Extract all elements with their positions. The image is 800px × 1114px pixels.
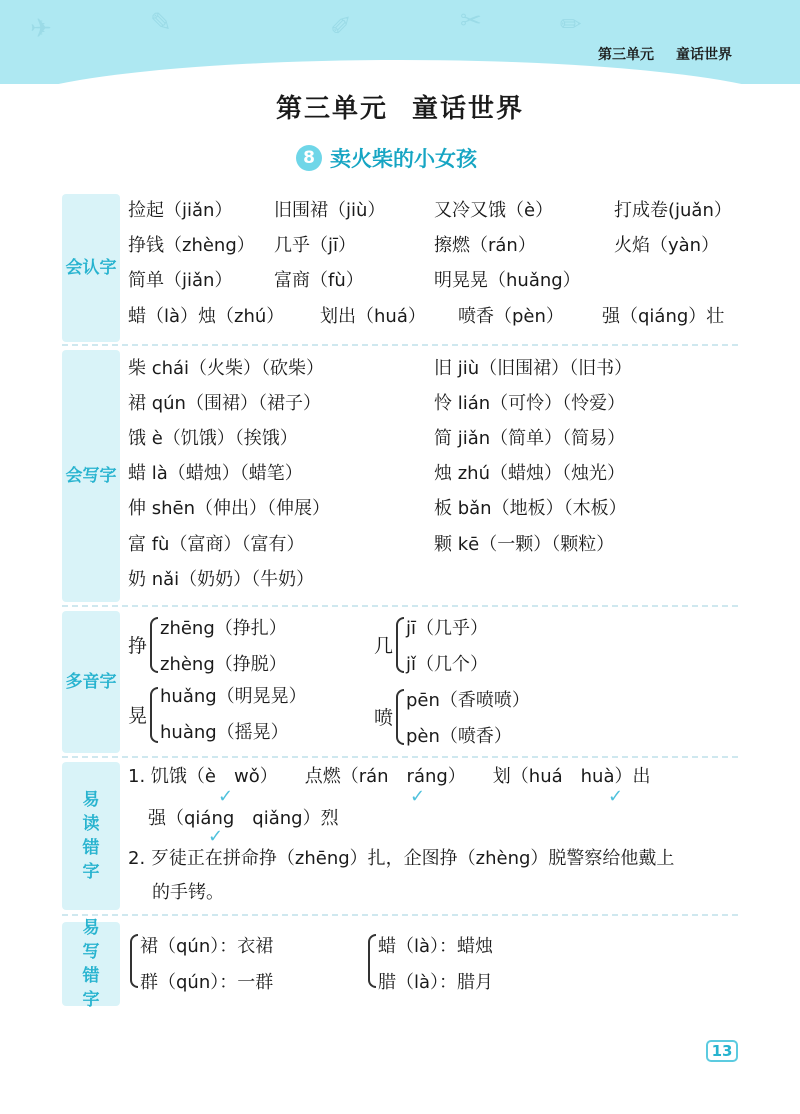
table-row bbox=[128, 459, 738, 489]
checkmark-icon: ✓ bbox=[410, 786, 426, 807]
polyphone-reading: pèn（喷香） bbox=[406, 726, 512, 747]
section-body bbox=[128, 611, 738, 753]
word-item: 强（qiáng）壮 bbox=[602, 306, 725, 327]
brace-icon bbox=[396, 617, 404, 673]
polyphone-char: 喷 bbox=[374, 707, 394, 729]
word-item: 又冷又饿（è） bbox=[434, 200, 554, 221]
word-item: 简单（jiǎn） bbox=[128, 270, 233, 291]
brace-icon bbox=[368, 934, 376, 988]
page-title-unit: 第三单元 bbox=[275, 94, 388, 124]
table-row bbox=[128, 530, 738, 560]
section-body bbox=[128, 194, 738, 342]
misread-item: 1. 饥饿（è wǒ） 点燃（rán ráng） 划（huá huà）出 bbox=[128, 766, 651, 787]
word-item: 旧 jiù（旧围裙）（旧书） bbox=[434, 358, 633, 379]
misread-item: 2. 歹徒正在拼命挣（zhēng）扎，企图挣（zhèng）脱警察给他戴上 bbox=[128, 848, 675, 869]
word-item: 怜 lián（可怜）（怜爱） bbox=[434, 393, 626, 414]
pencil-icon: ✎ bbox=[150, 8, 172, 38]
ruler-icon: ✏ bbox=[560, 10, 582, 40]
brace-icon bbox=[396, 689, 404, 745]
word-item: 简 jiǎn（简单）（简易） bbox=[434, 428, 626, 449]
word-item: 喷香（pèn） bbox=[458, 306, 564, 327]
running-head-unit: 第三单元 bbox=[598, 47, 654, 63]
word-item: 奶 nǎi（奶奶）（牛奶） bbox=[128, 569, 315, 590]
polyphone-reading: huǎng（明晃晃） bbox=[160, 686, 307, 707]
brace-icon bbox=[150, 687, 158, 743]
miswrite-group bbox=[128, 922, 358, 1002]
polyphone-reading: pēn（香喷喷） bbox=[406, 690, 530, 711]
book-icon: ✐ bbox=[330, 12, 352, 42]
word-item: 颗 kē（一颗）（颗粒） bbox=[434, 534, 615, 555]
table-row bbox=[128, 354, 738, 384]
word-item: 明晃晃（huǎng） bbox=[434, 270, 581, 291]
polyphone-group bbox=[374, 683, 614, 751]
polyphone-char: 挣 bbox=[128, 635, 148, 657]
section-label: 会认字 bbox=[62, 194, 120, 342]
checkmark-icon: ✓ bbox=[208, 826, 224, 847]
section-polyphone bbox=[62, 611, 738, 753]
word-item: 蜡（là）烛（zhú） bbox=[128, 306, 285, 327]
polyphone-reading: zhēng（挣扎） bbox=[160, 618, 287, 639]
section-label: 易读 错字 bbox=[62, 762, 120, 910]
divider bbox=[62, 756, 738, 758]
polyphone-reading: huàng（摇晃） bbox=[160, 722, 289, 743]
polyphone-group bbox=[374, 611, 614, 679]
checkmark-icon: ✓ bbox=[608, 786, 624, 807]
word-item: 富 fù（富商）（富有） bbox=[128, 534, 305, 555]
miswrite-item: 蜡（là）：蜡烛 bbox=[378, 936, 494, 957]
divider bbox=[62, 605, 738, 607]
table-row bbox=[128, 424, 738, 454]
word-item: 蜡 là（蜡烛）（蜡笔） bbox=[128, 463, 303, 484]
word-item: 富商（fù） bbox=[274, 270, 364, 291]
polyphone-reading: jǐ（几个） bbox=[406, 654, 489, 675]
page-title bbox=[0, 88, 800, 125]
miswrite-item: 腊（là）：腊月 bbox=[378, 972, 494, 993]
word-item: 旧围裙（jiù） bbox=[274, 200, 386, 221]
section-body bbox=[128, 762, 738, 910]
polyphone-reading: zhèng（挣脱） bbox=[160, 654, 287, 675]
divider bbox=[62, 344, 738, 346]
misread-item: 的手铐。 bbox=[152, 882, 224, 903]
word-item: 柴 chái（火柴）（砍柴） bbox=[128, 358, 325, 379]
table-row bbox=[128, 196, 738, 226]
miswrite-item: 裙（qún）：衣裙 bbox=[140, 936, 274, 957]
polyphone-char: 几 bbox=[374, 635, 394, 657]
word-item: 挣钱（zhèng） bbox=[128, 235, 255, 256]
word-item: 板 bǎn（地板）（木板） bbox=[434, 498, 627, 519]
section-miswrite bbox=[62, 918, 738, 1010]
section-misread bbox=[62, 762, 738, 910]
table-row bbox=[128, 389, 738, 419]
paper-plane-icon: ✈ bbox=[30, 14, 52, 44]
table-row bbox=[128, 494, 738, 524]
brace-icon bbox=[130, 934, 138, 988]
lesson-title: 卖火柴的小女孩 bbox=[330, 147, 477, 171]
polyphone-reading: jī（几乎） bbox=[406, 618, 489, 639]
word-item: 伸 shēn（伸出）（伸展） bbox=[128, 498, 330, 519]
table-row bbox=[128, 302, 738, 332]
polyphone-group bbox=[128, 611, 368, 679]
word-item: 擦燃（rán） bbox=[434, 235, 536, 256]
scissors-icon: ✂ bbox=[460, 6, 482, 36]
running-head-theme: 童话世界 bbox=[676, 47, 732, 63]
word-item: 打成卷(juǎn） bbox=[614, 200, 732, 221]
misread-item: 强（qiáng qiǎng）烈 bbox=[148, 808, 339, 829]
section-label: 易写 错字 bbox=[62, 922, 120, 1006]
table-row bbox=[128, 231, 738, 261]
word-item: 裙 qún（围裙）（裙子） bbox=[128, 393, 321, 414]
table-row bbox=[128, 266, 738, 296]
section-body bbox=[128, 922, 738, 1006]
lesson-number-badge: 8 bbox=[296, 145, 322, 171]
miswrite-item: 群（qún）：一群 bbox=[140, 972, 274, 993]
checkmark-icon: ✓ bbox=[218, 786, 234, 807]
lesson-heading bbox=[296, 140, 477, 176]
divider bbox=[62, 914, 738, 916]
word-item: 捡起（jiǎn） bbox=[128, 200, 233, 221]
word-item: 几乎（jī） bbox=[274, 235, 357, 256]
brace-icon bbox=[150, 617, 158, 673]
table-row bbox=[128, 565, 738, 595]
section-write bbox=[62, 350, 738, 602]
page-title-theme: 童话世界 bbox=[412, 94, 525, 124]
section-label: 多音字 bbox=[62, 611, 120, 753]
miswrite-group bbox=[366, 922, 596, 1002]
section-label: 会写字 bbox=[62, 350, 120, 602]
page-number: 13 bbox=[706, 1040, 738, 1062]
word-item: 烛 zhú（蜡烛）（烛光） bbox=[434, 463, 625, 484]
word-item: 划出（huá） bbox=[320, 306, 426, 327]
polyphone-group bbox=[128, 681, 368, 749]
word-item: 饿 è（饥饿）（挨饿） bbox=[128, 428, 298, 449]
polyphone-char: 晃 bbox=[128, 705, 148, 727]
section-recognize bbox=[62, 194, 738, 342]
word-item: 火焰（yàn） bbox=[614, 235, 720, 256]
section-body bbox=[128, 350, 738, 602]
